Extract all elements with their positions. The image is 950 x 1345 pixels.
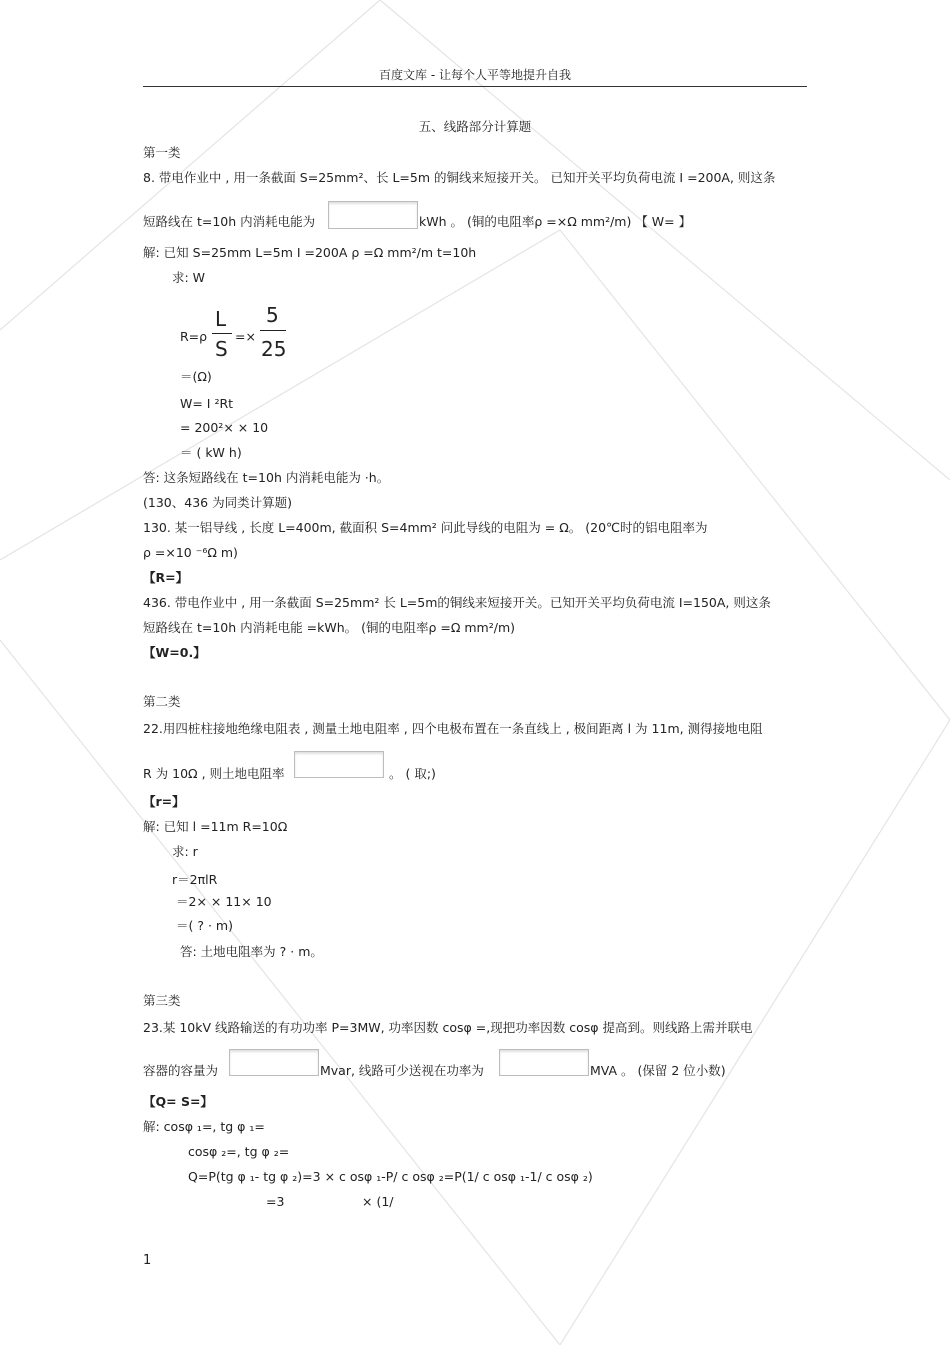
q23-apparent-power-input[interactable] — [499, 1049, 589, 1076]
q8-frac2-numerator: 5 — [266, 303, 279, 327]
q22-solution-find: 求: r — [172, 844, 198, 859]
q8-frac1-bar — [212, 333, 232, 334]
q23-solution-line2: cosφ ₂=, tg φ ₂= — [188, 1144, 290, 1159]
q8-note: (130、436 为同类计算题) — [143, 495, 292, 510]
q130-answer: 【R=】 — [143, 570, 189, 585]
q436-line2: 短路线在 t=10h 内消耗电能 =kWh。 (铜的电阻率ρ =Ω mm²/m) — [143, 620, 516, 635]
q8-answer-input[interactable] — [328, 201, 418, 229]
section-heading-2: 第二类 — [143, 694, 181, 709]
q8-r-mid: =× — [235, 329, 256, 344]
q8-frac1-denominator: S — [215, 337, 228, 361]
q22-answer-input[interactable] — [294, 751, 384, 778]
q8-w-formula: W= I ²Rt — [180, 396, 234, 411]
q8-solution-find: 求: W — [172, 270, 206, 285]
q8-line1: 8. 带电作业中 , 用一条截面 S=25mm²、长 L=5m 的铜线来短接开关。 已知开关平均负荷电流 I =200A, 则这条 — [143, 170, 776, 185]
q8-w-result: ＝ ( kW h) — [180, 445, 242, 460]
q130-line2: ρ =×10 ⁻⁶Ω m) — [143, 545, 238, 560]
q22-line2-post: 。 ( 取;) — [389, 766, 436, 781]
q23-answer: 【Q= S=】 — [143, 1094, 213, 1109]
page-header: 百度文库 - 让每个人平等地提升自我 — [379, 68, 571, 82]
q8-line2-post: kWh 。 (铜的电阻率ρ =×Ω mm²/m) 【 W= 】 — [419, 214, 692, 229]
q22-answer: 【r=】 — [143, 794, 185, 809]
q23-line2-pre: 容器的容量为 — [143, 1063, 219, 1078]
q8-line2-pre: 短路线在 t=10h 内消耗电能为 — [143, 214, 316, 229]
q8-frac2-bar — [260, 330, 286, 331]
q23-line2-mid: Mvar, 线路可少送视在功率为 — [320, 1063, 484, 1078]
q23-solution-line4a: =3 — [266, 1194, 285, 1209]
page-title: 五、线路部分计算题 — [418, 119, 532, 134]
header-rule — [143, 86, 807, 87]
section-heading-1: 第一类 — [143, 145, 181, 160]
q23-line1: 23.某 10kV 线路输送的有功功率 P=3MW, 功率因数 cosφ =,现把功率因数 cosφ 提高到。则线路上需并联电 — [143, 1020, 753, 1035]
q130-line1: 130. 某一铝导线 , 长度 L=400m, 截面积 S=4mm² 问此导线的电阻为 = Ω。 (20℃时的铝电阻率为 — [143, 520, 708, 535]
q22-calc1: r＝2πlR — [172, 872, 218, 887]
q8-r-label: R=ρ — [180, 329, 208, 344]
q23-solution-line4b: × (1/ — [362, 1194, 394, 1209]
q436-line1: 436. 带电作业中 , 用一条截面 S=25mm² 长 L=5m的铜线来短接开关。已知开关平均负荷电流 I=150A, 则这条 — [143, 595, 771, 610]
q22-calc2: ＝2× × 11× 10 — [176, 894, 272, 909]
q8-frac2-denominator: 25 — [261, 337, 287, 361]
q436-answer: 【W=0.】 — [143, 645, 206, 660]
q8-answer: 答: 这条短路线在 t=10h 内消耗电能为 ·h。 — [143, 470, 390, 485]
q8-r-result: ＝(Ω) — [180, 369, 212, 384]
q22-line1: 22.用四桩柱接地绝缘电阻表 , 测量土地电阻率 , 四个电极布置在一条直线上 , 极间距离 l 为 11m, 测得接地电阻 — [143, 721, 763, 736]
q23-solution-line3: Q=P(tg φ ₁- tg φ ₂)=3 × c osφ ₁-P/ c osφ ₂=P(1/ c osφ ₁-1/ c osφ ₂) — [188, 1169, 593, 1184]
q23-capacity-input[interactable] — [229, 1049, 319, 1076]
section-heading-3: 第三类 — [143, 993, 181, 1008]
q22-final-answer: 答: 土地电阻率为 ? · m。 — [180, 944, 323, 959]
q8-w-calc: = 200²× × 10 — [180, 420, 269, 435]
q22-calc3: ＝( ? · m) — [176, 918, 233, 933]
page-number: 1 — [143, 1253, 152, 1268]
q22-line2-pre: R 为 10Ω , 则土地电阻率 — [143, 766, 285, 781]
q22-solution-given: 解: 已知 l =11m R=10Ω — [143, 819, 288, 834]
q8-frac1-numerator: L — [215, 307, 227, 331]
q23-solution-line1: 解: cosφ ₁=, tg φ ₁= — [143, 1119, 265, 1134]
q8-solution-given: 解: 已知 S=25mm L=5m I =200A ρ =Ω mm²/m t=10h — [143, 245, 477, 260]
q23-line2-post: MVA 。 (保留 2 位小数) — [590, 1063, 726, 1078]
